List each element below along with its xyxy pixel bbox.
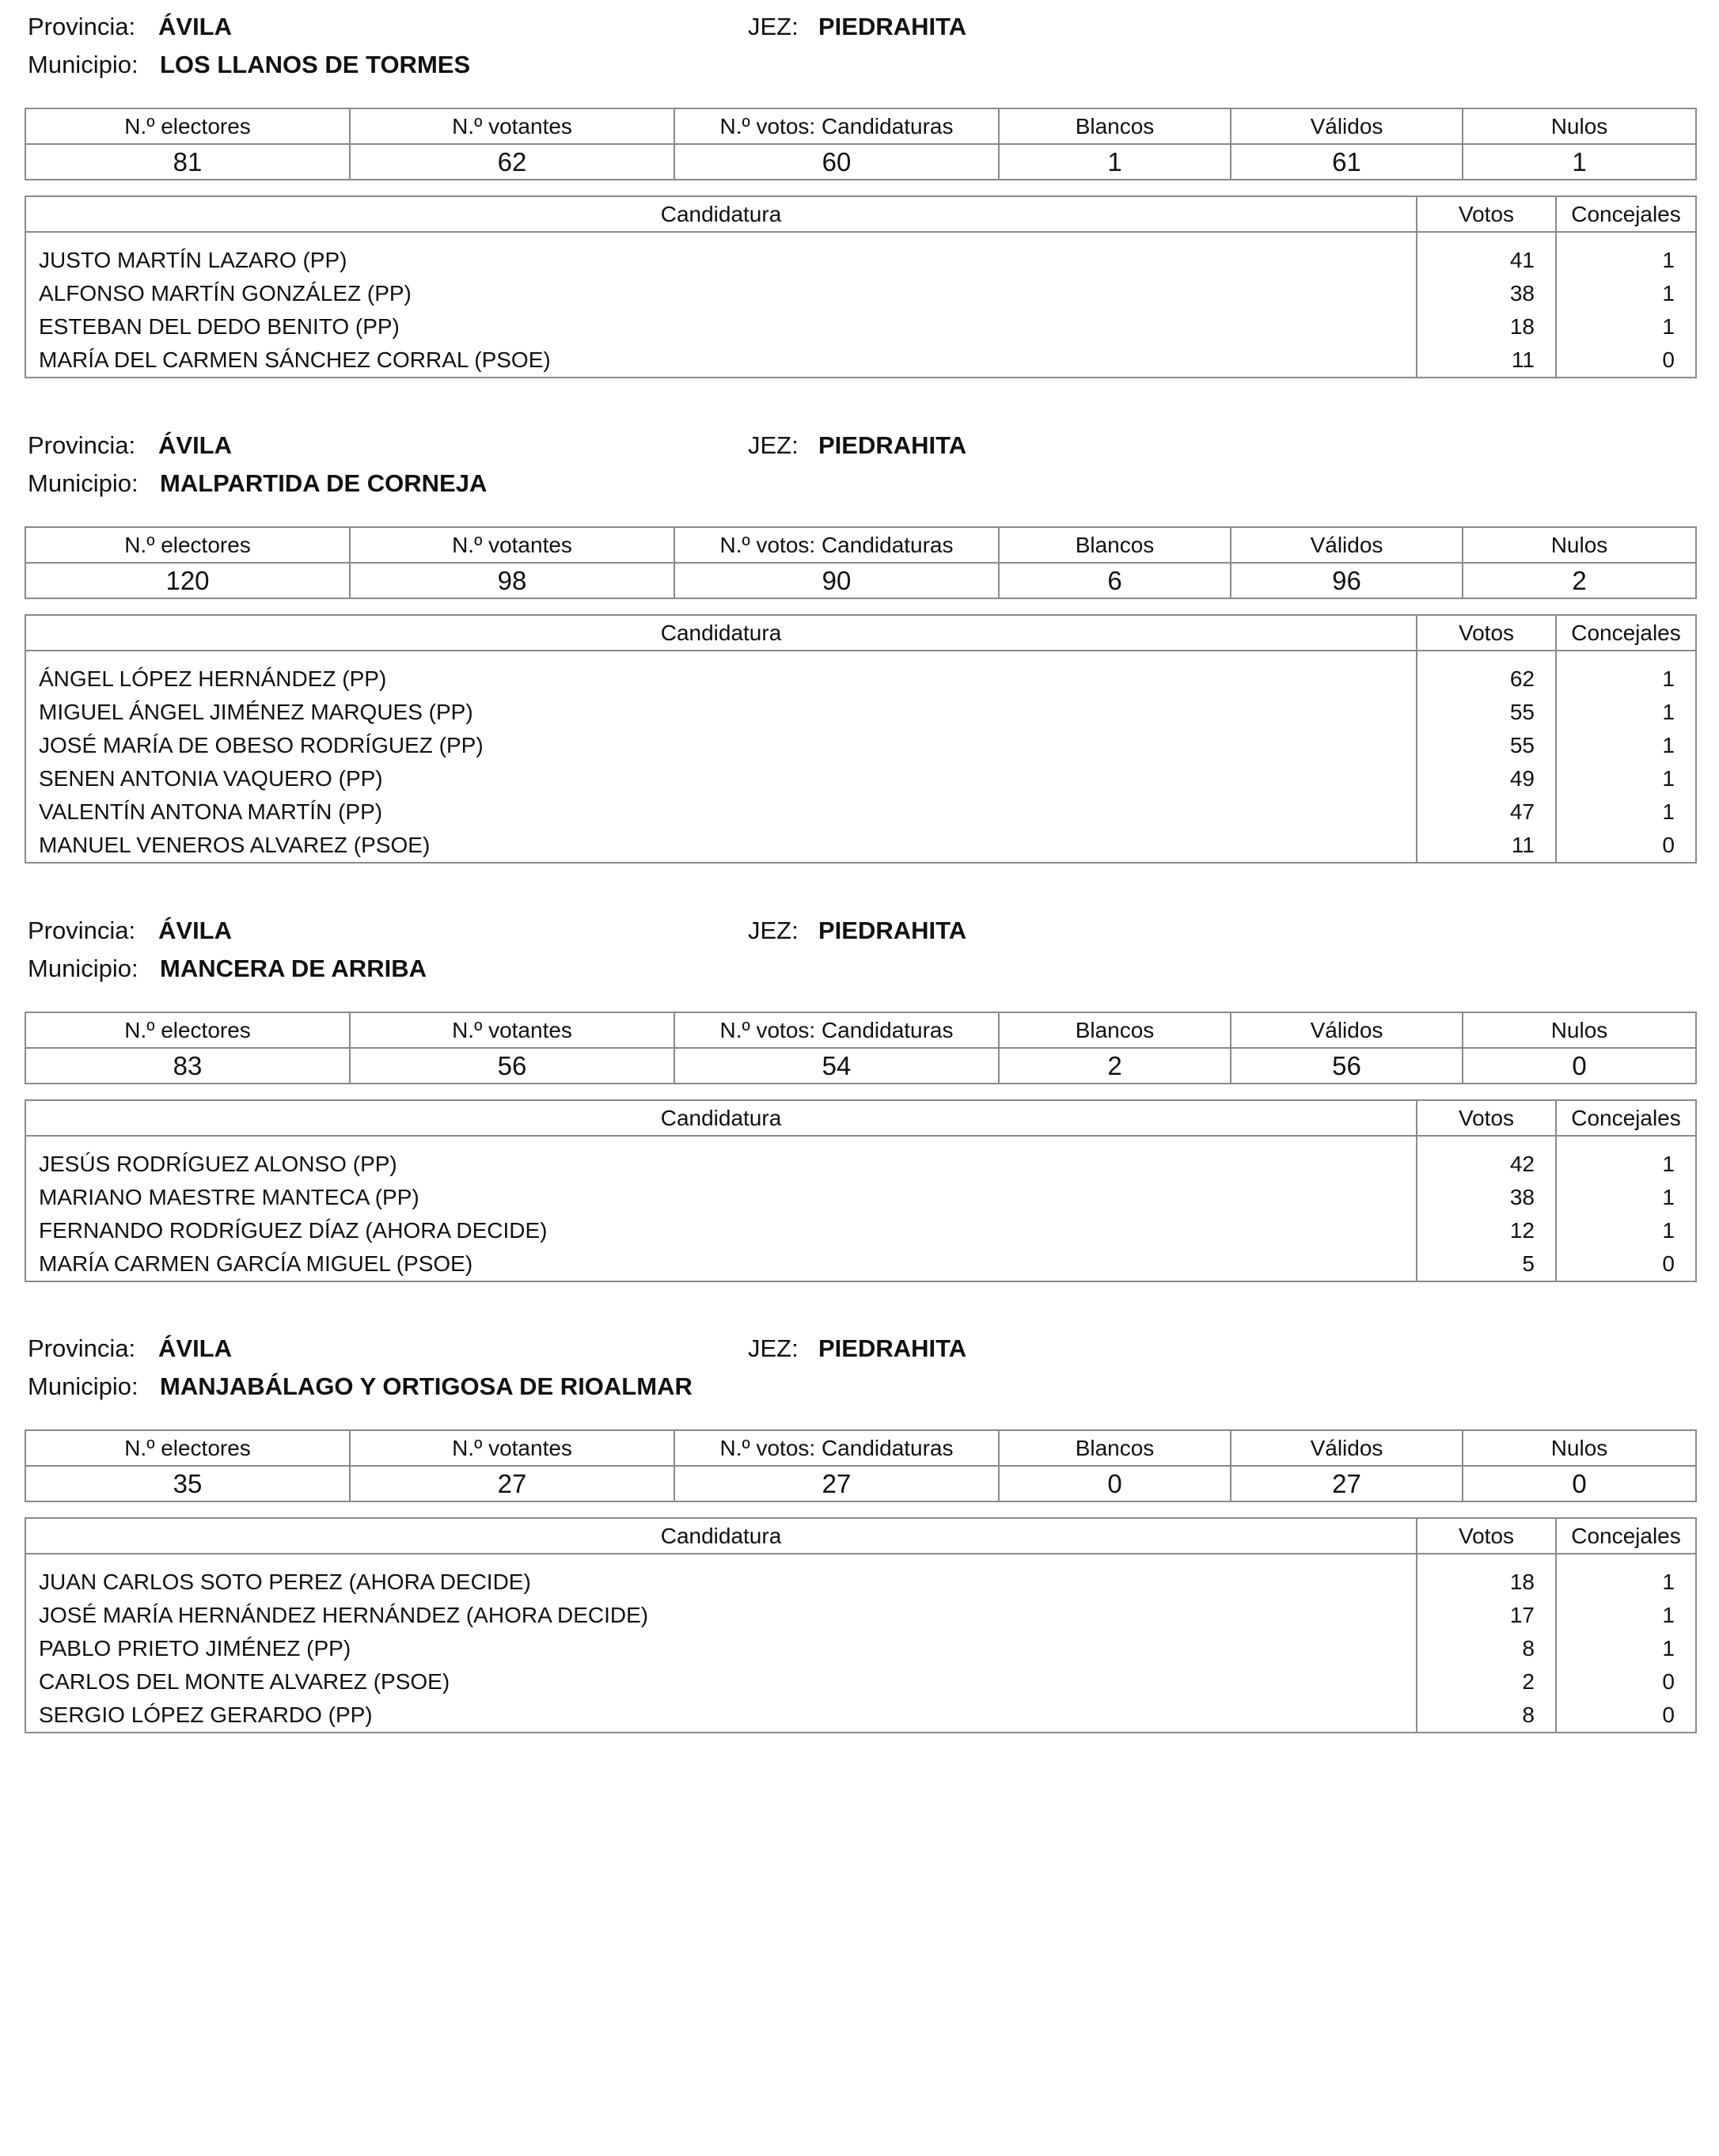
candidate-row — [25, 1599, 1696, 1632]
summary-label-votantes: N.º votantes — [350, 527, 674, 563]
candidate-name: SERGIO LÓPEZ GERARDO (PP) — [39, 1702, 373, 1727]
votos-header: Votos — [1417, 1100, 1556, 1136]
candidate-concejales: 1 — [1556, 277, 1696, 310]
summary-label-electores: N.º electores — [25, 108, 350, 144]
candidates-table — [25, 614, 1697, 864]
candidate-votos: 18 — [1417, 310, 1556, 344]
concejales-header: Concejales — [1556, 196, 1696, 232]
summary-label-electores: N.º electores — [25, 1430, 350, 1466]
municipio-value: MANJABÁLAGO Y ORTIGOSA DE RIOALMAR — [160, 1372, 693, 1400]
summary-label-votos_cand: N.º votos: Candidaturas — [674, 527, 999, 563]
summary-value-votos_cand: 90 — [674, 563, 999, 598]
votos-header: Votos — [1417, 615, 1556, 651]
spacer-row — [25, 232, 1696, 244]
summary-value-votos_cand: 54 — [674, 1048, 999, 1084]
provincia-label: Provincia: — [28, 1334, 136, 1362]
candidate-name: CARLOS DEL MONTE ALVAREZ (PSOE) — [39, 1669, 450, 1694]
candidate-concejales: 1 — [1556, 1632, 1696, 1665]
candidate-row — [25, 829, 1696, 863]
candidate-row — [25, 1181, 1696, 1214]
candidates-table — [25, 1517, 1697, 1733]
summary-label-votantes: N.º votantes — [350, 1430, 674, 1466]
candidate-concejales: 0 — [1556, 1247, 1696, 1281]
candidate-name: ALFONSO MARTÍN GONZÁLEZ (PP) — [39, 281, 412, 306]
summary-value-nulos: 2 — [1463, 563, 1696, 598]
municipio-label: Municipio: — [28, 469, 139, 497]
candidate-votos: 62 — [1417, 662, 1556, 696]
candidate-votos: 12 — [1417, 1214, 1556, 1247]
candidatura-header: Candidatura — [25, 1100, 1417, 1136]
summary-label-validos: Válidos — [1231, 527, 1463, 563]
candidate-row — [25, 1699, 1696, 1733]
candidate-votos: 38 — [1417, 1181, 1556, 1214]
summary-label-blancos: Blancos — [999, 1430, 1231, 1466]
candidatura-header: Candidatura — [25, 1518, 1417, 1554]
candidate-votos: 42 — [1417, 1148, 1556, 1181]
jez-value: PIEDRAHITA — [818, 431, 967, 459]
candidate-row — [25, 344, 1696, 378]
candidate-row — [25, 729, 1696, 762]
municipio-label: Municipio: — [28, 1372, 139, 1400]
spacer-row — [25, 1136, 1696, 1148]
candidate-name: MARÍA DEL CARMEN SÁNCHEZ CORRAL (PSOE) — [39, 347, 551, 372]
candidate-concejales: 1 — [1556, 244, 1696, 277]
candidate-row — [25, 795, 1696, 829]
summary-table — [25, 1429, 1697, 1502]
municipio-value: MANCERA DE ARRIBA — [160, 955, 427, 982]
concejales-header: Concejales — [1556, 1518, 1696, 1554]
candidate-row — [25, 762, 1696, 795]
candidate-name: ÁNGEL LÓPEZ HERNÁNDEZ (PP) — [39, 666, 387, 691]
municipio-value: MALPARTIDA DE CORNEJA — [160, 469, 488, 497]
candidate-concejales: 1 — [1556, 662, 1696, 696]
candidate-votos: 8 — [1417, 1632, 1556, 1665]
summary-label-validos: Válidos — [1231, 108, 1463, 144]
candidate-votos: 47 — [1417, 795, 1556, 829]
jez-label: JEZ: — [748, 13, 799, 40]
candidate-concejales: 1 — [1556, 1214, 1696, 1247]
candidate-votos: 5 — [1417, 1247, 1556, 1281]
summary-table — [25, 526, 1697, 599]
candidate-votos: 49 — [1417, 762, 1556, 795]
summary-label-nulos: Nulos — [1463, 527, 1696, 563]
summary-value-blancos: 2 — [999, 1048, 1231, 1084]
concejales-header: Concejales — [1556, 1100, 1696, 1136]
candidatura-header: Candidatura — [25, 615, 1417, 651]
summary-value-votantes: 62 — [350, 144, 674, 180]
provincia-value: ÁVILA — [158, 917, 232, 944]
spacer-row — [25, 651, 1696, 662]
candidate-row — [25, 310, 1696, 344]
jez-value: PIEDRAHITA — [818, 917, 967, 944]
jez-label: JEZ: — [748, 431, 799, 459]
summary-value-votantes: 27 — [350, 1466, 674, 1501]
summary-values-row — [25, 144, 1696, 180]
candidate-row — [25, 1148, 1696, 1181]
candidates-header-row — [25, 196, 1696, 232]
candidate-row — [25, 1665, 1696, 1699]
candidate-votos: 11 — [1417, 829, 1556, 863]
candidate-name: JOSÉ MARÍA HERNÁNDEZ HERNÁNDEZ (AHORA DECIDE) — [39, 1603, 649, 1627]
candidate-votos: 11 — [1417, 344, 1556, 378]
candidates-header-row — [25, 1518, 1696, 1554]
summary-value-validos: 27 — [1231, 1466, 1463, 1501]
candidate-concejales: 0 — [1556, 1699, 1696, 1733]
candidate-name: ESTEBAN DEL DEDO BENITO (PP) — [39, 314, 400, 339]
summary-value-validos: 61 — [1231, 144, 1463, 180]
summary-table — [25, 1012, 1697, 1084]
municipio-block — [0, 8, 1719, 404]
summary-label-blancos: Blancos — [999, 108, 1231, 144]
summary-labels-row — [25, 1430, 1696, 1466]
candidate-name: JESÚS RODRÍGUEZ ALONSO (PP) — [39, 1152, 397, 1176]
summary-value-nulos: 0 — [1463, 1466, 1696, 1501]
provincia-value: ÁVILA — [158, 13, 232, 40]
summary-labels-row — [25, 108, 1696, 144]
summary-values-row — [25, 563, 1696, 598]
candidates-table — [25, 1099, 1697, 1282]
candidate-votos: 38 — [1417, 277, 1556, 310]
candidate-concejales: 1 — [1556, 795, 1696, 829]
candidates-header-row — [25, 615, 1696, 651]
candidates-table — [25, 195, 1697, 378]
summary-label-nulos: Nulos — [1463, 1430, 1696, 1466]
municipio-block — [0, 427, 1719, 857]
candidate-name: PABLO PRIETO JIMÉNEZ (PP) — [39, 1636, 351, 1661]
candidate-votos: 17 — [1417, 1599, 1556, 1632]
provincia-value: ÁVILA — [158, 1334, 232, 1362]
municipio-value: LOS LLANOS DE TORMES — [160, 51, 471, 78]
candidate-votos: 55 — [1417, 696, 1556, 729]
summary-value-electores: 35 — [25, 1466, 350, 1501]
summary-value-blancos: 6 — [999, 563, 1231, 598]
candidate-row — [25, 277, 1696, 310]
summary-label-votos_cand: N.º votos: Candidaturas — [674, 108, 999, 144]
candidate-name: FERNANDO RODRÍGUEZ DÍAZ (AHORA DECIDE) — [39, 1218, 548, 1243]
votos-header: Votos — [1417, 1518, 1556, 1554]
summary-label-validos: Válidos — [1231, 1430, 1463, 1466]
summary-value-blancos: 1 — [999, 144, 1231, 180]
summary-value-blancos: 0 — [999, 1466, 1231, 1501]
summary-value-electores: 81 — [25, 144, 350, 180]
spacer-row — [25, 1554, 1696, 1566]
jez-label: JEZ: — [748, 917, 799, 944]
candidate-concejales: 0 — [1556, 1665, 1696, 1699]
votos-header: Votos — [1417, 196, 1556, 232]
candidate-concejales: 0 — [1556, 344, 1696, 378]
summary-value-electores: 83 — [25, 1048, 350, 1084]
candidate-concejales: 1 — [1556, 1148, 1696, 1181]
municipio-label: Municipio: — [28, 955, 139, 982]
summary-value-votos_cand: 60 — [674, 144, 999, 180]
candidate-votos: 41 — [1417, 244, 1556, 277]
summary-label-electores: N.º electores — [25, 527, 350, 563]
jez-label: JEZ: — [748, 1334, 799, 1362]
summary-value-electores: 120 — [25, 563, 350, 598]
summary-value-votantes: 56 — [350, 1048, 674, 1084]
candidate-concejales: 1 — [1556, 762, 1696, 795]
candidate-name: JUAN CARLOS SOTO PEREZ (AHORA DECIDE) — [39, 1570, 531, 1594]
candidate-row — [25, 1247, 1696, 1281]
summary-label-votantes: N.º votantes — [350, 1012, 674, 1048]
municipio-block — [0, 1330, 1719, 1725]
candidate-row — [25, 696, 1696, 729]
municipio-label: Municipio: — [28, 51, 139, 78]
provincia-label: Provincia: — [28, 917, 136, 944]
candidate-name: JUSTO MARTÍN LAZARO (PP) — [39, 248, 347, 272]
summary-labels-row — [25, 1012, 1696, 1048]
summary-value-votantes: 98 — [350, 563, 674, 598]
candidate-concejales: 0 — [1556, 829, 1696, 863]
candidate-name: SENEN ANTONIA VAQUERO (PP) — [39, 766, 383, 791]
candidate-concejales: 1 — [1556, 729, 1696, 762]
candidates-header-row — [25, 1100, 1696, 1136]
jez-value: PIEDRAHITA — [818, 13, 967, 40]
candidate-row — [25, 244, 1696, 277]
candidate-concejales: 1 — [1556, 310, 1696, 344]
summary-label-nulos: Nulos — [1463, 1012, 1696, 1048]
jez-value: PIEDRAHITA — [818, 1334, 967, 1362]
candidate-concejales: 1 — [1556, 1181, 1696, 1214]
summary-value-nulos: 1 — [1463, 144, 1696, 180]
provincia-value: ÁVILA — [158, 431, 232, 459]
candidate-votos: 8 — [1417, 1699, 1556, 1733]
candidate-name: JOSÉ MARÍA DE OBESO RODRÍGUEZ (PP) — [39, 733, 484, 757]
summary-value-votos_cand: 27 — [674, 1466, 999, 1501]
summary-label-electores: N.º electores — [25, 1012, 350, 1048]
candidate-name: MANUEL VENEROS ALVAREZ (PSOE) — [39, 833, 431, 857]
summary-labels-row — [25, 527, 1696, 563]
concejales-header: Concejales — [1556, 615, 1696, 651]
candidate-row — [25, 1566, 1696, 1599]
summary-label-votos_cand: N.º votos: Candidaturas — [674, 1012, 999, 1048]
summary-value-nulos: 0 — [1463, 1048, 1696, 1084]
summary-values-row — [25, 1048, 1696, 1084]
provincia-label: Provincia: — [28, 13, 136, 40]
candidate-row — [25, 662, 1696, 696]
summary-value-validos: 96 — [1231, 563, 1463, 598]
candidate-name: MARIANO MAESTRE MANTECA (PP) — [39, 1185, 419, 1209]
candidate-concejales: 1 — [1556, 1599, 1696, 1632]
summary-label-nulos: Nulos — [1463, 108, 1696, 144]
summary-value-validos: 56 — [1231, 1048, 1463, 1084]
summary-label-validos: Válidos — [1231, 1012, 1463, 1048]
summary-values-row — [25, 1466, 1696, 1501]
candidatura-header: Candidatura — [25, 196, 1417, 232]
summary-label-votantes: N.º votantes — [350, 108, 674, 144]
municipio-block — [0, 912, 1719, 1308]
candidate-votos: 2 — [1417, 1665, 1556, 1699]
candidate-concejales: 1 — [1556, 1566, 1696, 1599]
candidate-name: MIGUEL ÁNGEL JIMÉNEZ MARQUES (PP) — [39, 700, 473, 724]
candidate-name: MARÍA CARMEN GARCÍA MIGUEL (PSOE) — [39, 1251, 473, 1276]
candidate-votos: 55 — [1417, 729, 1556, 762]
provincia-label: Provincia: — [28, 431, 136, 459]
summary-label-blancos: Blancos — [999, 1012, 1231, 1048]
summary-label-votos_cand: N.º votos: Candidaturas — [674, 1430, 999, 1466]
candidate-row — [25, 1632, 1696, 1665]
candidate-name: VALENTÍN ANTONA MARTÍN (PP) — [39, 799, 383, 824]
summary-label-blancos: Blancos — [999, 527, 1231, 563]
candidate-concejales: 1 — [1556, 696, 1696, 729]
summary-table — [25, 108, 1697, 180]
candidate-votos: 18 — [1417, 1566, 1556, 1599]
candidate-row — [25, 1214, 1696, 1247]
